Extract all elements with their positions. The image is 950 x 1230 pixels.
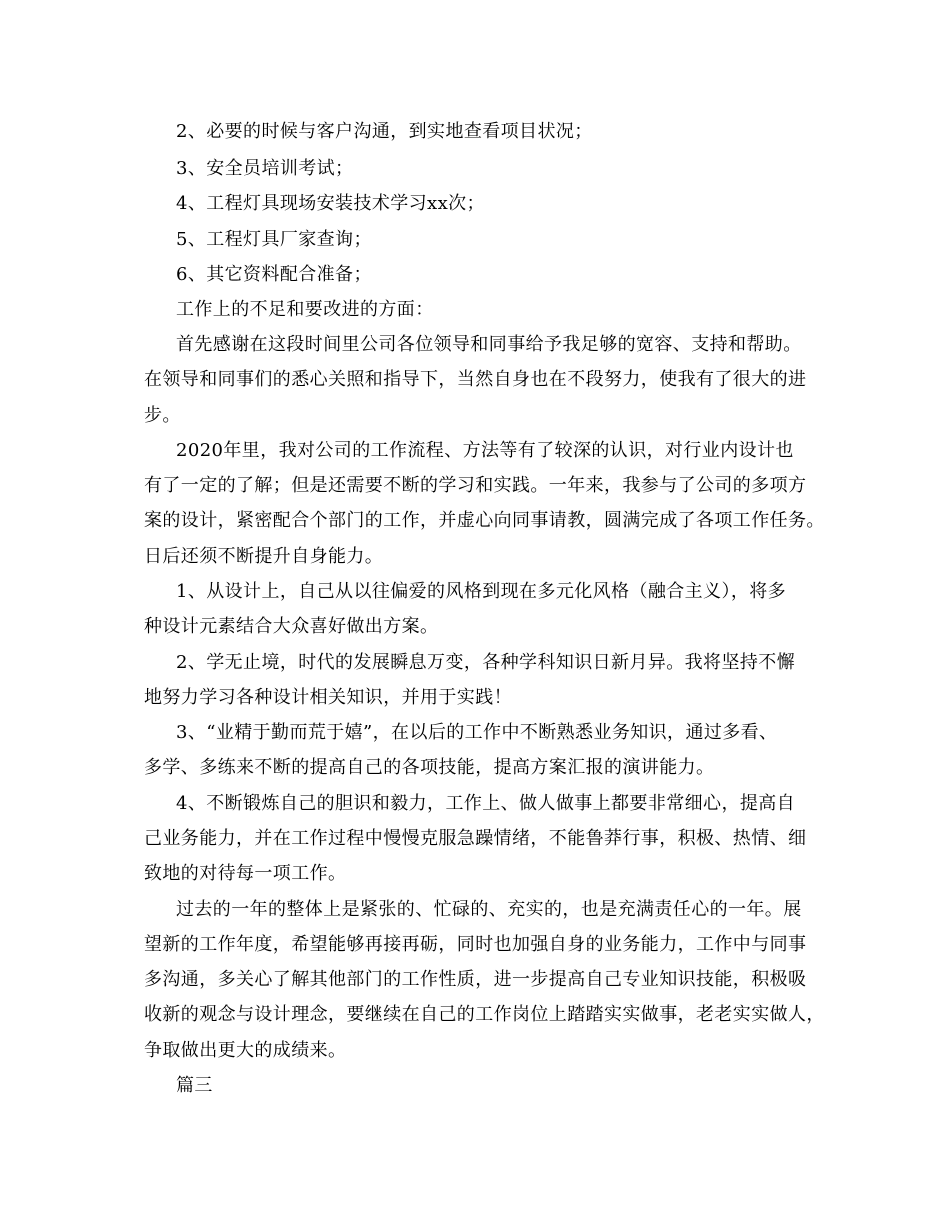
list-item: 3、安全员培训考试； [176,158,354,179]
paragraph-line: 日后还须不断提升自身能力。 [144,546,384,567]
paragraph-line: 过去的一年的整体上是紧张的、忙碌的、充实的，也是充满责任心的一年。展 [176,899,802,920]
paragraph-line: 己业务能力，并在工作过程中慢慢克服急躁情绪，不能鲁莽行事，积极、热情、细 [144,828,807,849]
paragraph-line: 有了一定的了解；但是还需要不断的学习和实践。一年来，我参与了公司的多项方 [144,475,807,496]
paragraph-line: 致地的对待每一项工作。 [144,863,347,884]
paragraph-line: 争取做出更大的成绩来。 [144,1040,347,1061]
paragraph-line: 4、不断锻炼自己的胆识和毅力，工作上、做人做事上都要非常细心，提高自 [176,793,796,814]
paragraph-line: 多学、多练来不断的提高自己的各项技能，提高方案汇报的演讲能力。 [144,757,715,778]
paragraph-line: 步。 [144,405,181,426]
paragraph-line: 在领导和同事们的悉心关照和指导下，当然自身也在不段努力，使我有了很大的进 [144,369,807,390]
list-item: 4、工程灯具现场安装技术学习xx次； [176,193,485,214]
paragraph-line: 多沟通，多关心了解其他部门的工作性质，进一步提高自己专业知识技能，积极吸 [144,969,807,990]
paragraph-line: 1、从设计上，自己从以往偏爱的风格到现在多元化风格（融合主义），将多 [176,581,787,602]
paragraph-line: 3、“业精于勤而荒于嬉”，在以后的工作中不断熟悉业务知识，通过多看、 [176,722,778,743]
paragraph-line: 案的设计，紧密配合个部门的工作，并虚心向同事请教，圆满完成了各项工作任务。 [144,510,825,531]
paragraph-line: 地努力学习各种设计相关知识，并用于实践！ [144,687,512,708]
list-item: 5、工程灯具厂家查询； [176,229,372,250]
paragraph-line: 2020年里，我对公司的工作流程、方法等有了较深的认识，对行业内设计也 [176,440,794,461]
list-item: 2、必要的时候与客户沟通，到实地查看项目状况； [176,121,593,142]
section-heading: 篇三 [176,1075,213,1096]
paragraph-line: 种设计元素结合大众喜好做出方案。 [144,616,439,637]
paragraph-line: 首先感谢在这段时间里公司各位领导和同事给予我足够的宽容、支持和帮助。 [176,334,802,355]
list-item: 6、其它资料配合准备； [176,264,372,285]
paragraph-line: 望新的工作年度，希望能够再接再砺，同时也加强自身的业务能力，工作中与同事 [144,934,807,955]
paragraph-line: 收新的观念与设计理念，要继续在自己的工作岗位上踏踏实实做事，老老实实做人， [144,1004,825,1025]
section-heading: 工作上的不足和要改进的方面： [176,299,434,320]
paragraph-line: 2、学无止境，时代的发展瞬息万变，各种学科知识日新月异。我将坚持不懈 [176,652,796,673]
